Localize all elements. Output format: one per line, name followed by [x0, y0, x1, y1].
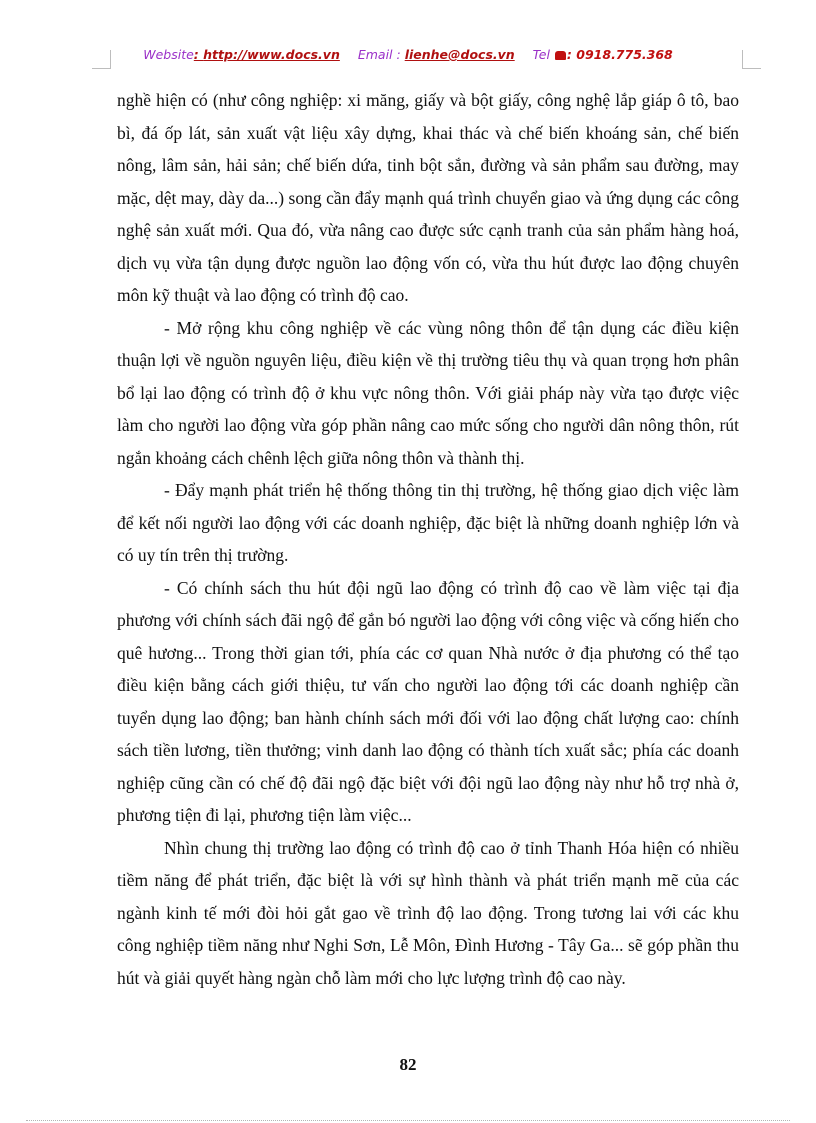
page-bottom-divider	[26, 1120, 790, 1121]
email-label: Email :	[357, 47, 401, 62]
tel-value: : 0918.775.368	[566, 47, 673, 62]
paragraph-conclusion: Nhìn chung thị trường lao động có trình độ cao ở tỉnh Thanh Hóa hiện có nhiều tiềm năng để phát triển, đặc biệt là với sự hình thành và phát triển mạnh mẽ của các ngành kinh tế mới đòi hỏi gắt gao về trình độ lao động. Trong tương lai với các khu công nghiệp tiềm năng như Nghi Sơn, Lễ Môn, Đình Hương - Tây Ga... sẽ góp phần thu hút và giải quyết hàng ngàn chỗ làm mới cho lực lượng trình độ cao này.	[117, 837, 739, 988]
website-link: :	[193, 47, 204, 62]
document-body	[117, 84, 739, 994]
page-header	[0, 47, 816, 62]
email-link[interactable]: lienhe@docs.vn	[404, 47, 515, 62]
paragraph-bullet-market-info: - Đẩy mạnh phát triển hệ thống thông tin thị trường, hệ thống giao dịch việc làm để kết nối người lao động với các doanh nghiệp, đặc biệt là những doanh nghiệp lớn và có uy tín trên thị trường.	[117, 480, 739, 565]
paragraph-continuation: nghề hiện có (như công nghiệp: xi măng, giấy và bột giấy, công nghệ lắp giáp ô tô, bao bì, đá ốp lát, sản xuất vật liệu xây dựng, khai thác và chế biến khoáng sản, chế biến nông, lâm sản, hải sản; chế biến dứa, tinh bột sắn, đường và sản phẩm sau đường, may mặc, dệt may, dày da...) song cần đẩy mạnh quá trình chuyển giao và ứng dụng các công nghệ sản xuất mới. Qua đó, vừa nâng cao được sức cạnh tranh của sản phẩm hàng hoá, dịch vụ vừa tận dụng được nguồn lao động vốn có, vừa thu hút được lao động chuyên môn kỹ thuật và lao động có trình độ cao.	[117, 90, 739, 305]
website-url[interactable]: http://www.docs.vn	[203, 47, 340, 62]
website-label: Website	[143, 47, 194, 62]
paragraph-bullet-industrial-zones: - Mở rộng khu công nghiệp về các vùng nông thôn để tận dụng các điều kiện thuận lợi về nguồn nguyên liệu, điều kiện về thị trường tiêu thụ và quan trọng hơn phân bổ lại lao động có trình độ ở khu vực nông thôn. Với giải pháp này vừa tạo được việc làm cho người lao động vừa góp phần nâng cao mức sống cho người dân nông thôn, rút ngắn khoảng cách chênh lệch giữa nông thôn và thành thị.	[117, 317, 739, 468]
phone-icon	[555, 51, 566, 60]
tel-label: Tel	[532, 47, 550, 62]
paragraph-bullet-policy: - Có chính sách thu hút đội ngũ lao động có trình độ cao về làm việc tại địa phương với chính sách đãi ngộ để gắn bó người lao động với công việc và cống hiến cho quê hương... Trong thời gian tới, phía các cơ quan Nhà nước ở địa phương có thể tạo điều kiện bằng cách giới thiệu, tư vấn cho người lao động tới các doanh nghiệp cần tuyển dụng lao động; ban hành chính sách mới đối với lao động chất lượng cao: chính sách tiền lương, tiền thưởng; vinh danh lao động có thành tích xuất sắc; phía các doanh nghiệp cũng cần có chế độ đãi ngộ đặc biệt với đội ngũ lao động này như hỗ trợ nhà ở, phương tiện đi lại, phương tiện làm việc...	[117, 577, 739, 825]
page-number: 82	[399, 1055, 417, 1074]
